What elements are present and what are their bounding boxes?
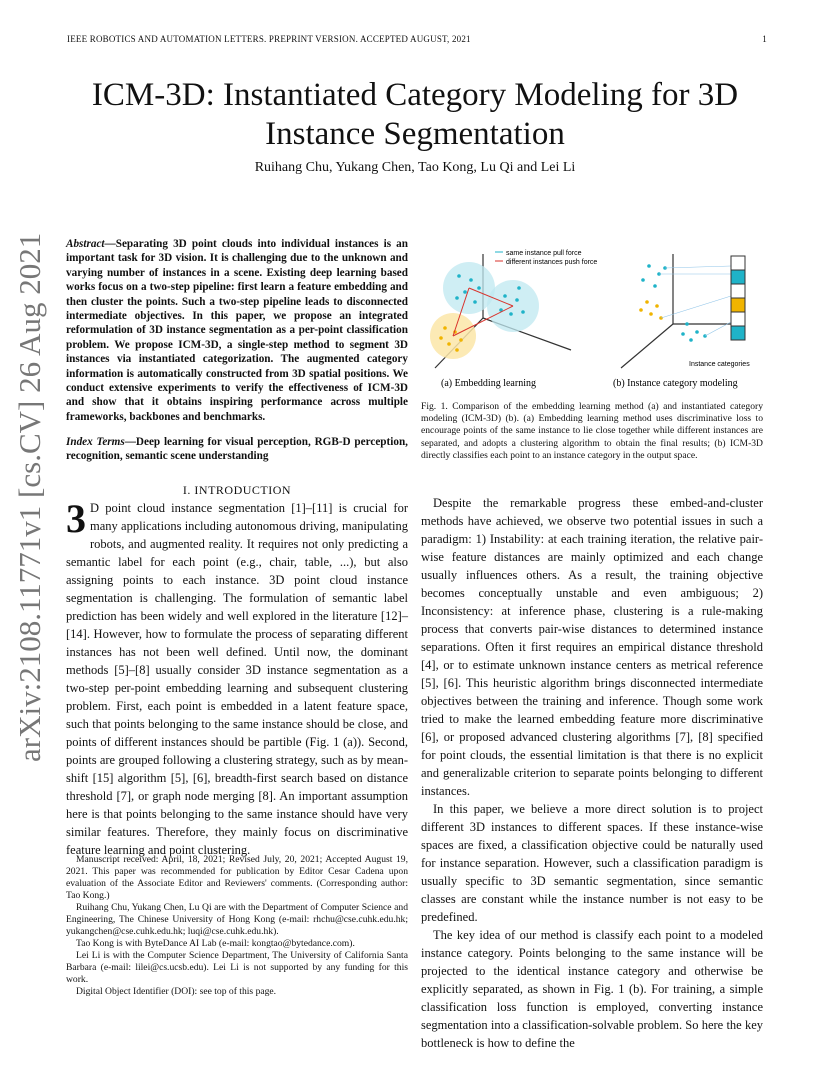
footnote: Digital Object Identifier (DOI): see top of this page.	[76, 986, 277, 997]
abstract-text: —Separating 3D point clouds into individual instances is an important task for 3D vision. It is challenging due to the unknown and varying number of instances in a scene. Existing deep learning based works focus on a two-step pipeline: first learn a feature embedding and then cluster the points. Such a two-step pipeline leads to disconnected intermediate objectives. In this paper, we propose an integrated reformulation of 3D instance segmentation as a per-point classification problem. We propose ICM-3D, a single-step method to segment 3D instances via instantiated categorization. The augmented category information is automatically constructed from 3D spatial positions. We conduct extensive experiments to verify the effectiveness of ICM-3D and show that it obtains inspiring performance across multiple frameworks, backbones and benchmarks.	[66, 238, 408, 423]
page-number: 1	[762, 34, 767, 44]
index-terms	[66, 435, 408, 464]
drop-cap: 3	[66, 496, 86, 541]
journal-name: IEEE ROBOTICS AND AUTOMATION LETTERS. PREPRINT VERSION. ACCEPTED AUGUST, 2021	[67, 34, 471, 44]
embedding-learning-diagram	[430, 250, 597, 368]
paragraph: In this paper, we believe a more direct solution is to project different 3D instances to different spaces. If these instance-wise spaces are fixed, a classification objective could be naturally used for instance separation. However, such a classification paradigm is usually specific to 3D semantic segmentation, since semantic classes are constant while the instance number is not easy to be predefined.	[421, 802, 763, 924]
legend-pull-label: same instance pull force	[506, 250, 582, 257]
paragraph: The key idea of our method is classify each point to a modeled instance category. Points belonging to the same instance will be projected to the identical instance category and otherwise be explicitly separated, as shown in Fig. 1 (b). For training, a simple classification loss function is employed, converting instance segmentation into a classification-solvable problem. So here the key bottleneck is how to define the	[421, 928, 763, 1050]
running-header	[67, 34, 767, 44]
intro-text: D point cloud instance segmentation [1]–[11] is crucial for many applications including autonomous driving, manipulating robots, and augmented reality. It requires not only predicting a semantic label for each point (e.g., chair, table, ...), but also assigning points to each instance. 3D point cloud instance segmentation is challenging. The formulation of semantic label prediction has been widely and well explored in the literature [12]–[14]. However, how to formulate the process of separating different instances has not been well defined. Until now, the dominant methods [5]–[8] usually consider 3D instance segmentation as a two-step per-point embedding learning and subsequent clustering problem. First, each point is embedded in a latent feature space, such that points belonging to the same instance should be close, and points of different instances should be partible (Fig. 1 (a)). Second, points are grouped following a clustering strategy, such as by mean-shift [15] algorithm [5], [6], breadth-first search based on distance threshold [7], or graph node merging [8]. An important assumption here is that points belonging to the same instance should have very similar features. Therefore, they mainly focus on discriminative feature learning and point clustering.	[66, 501, 408, 857]
index-terms-text: —Deep learning for visual perception, RGB-D perception, recognition, semantic scene understanding	[66, 436, 408, 463]
right-column-text	[421, 494, 763, 1052]
abstract	[66, 237, 408, 424]
footnote: Lei Li is with the Computer Science Department, The University of California Santa Barbara (e-mail: lilei@cs.ucsb.edu). Lei Li is not supported by any funding for this work.	[66, 950, 408, 985]
author-list: Ruihang Chu, Yukang Chen, Tao Kong, Lu Qi and Lei Li	[254, 160, 576, 175]
figure-caption: Fig. 1. Comparison of the embedding learning method (a) and instantiated category modeling (ICM-3D) (b). (a) Embedding learning method uses discriminative loss to encourage points of the same instance to lie close together while different instances are separated, and adopts a clustering algorithm to obtain the final results; (b) ICM-3D directly classifies each point to an instance category in the output space.	[421, 401, 763, 461]
paper-title: ICM-3D: Instantiated Category Modeling for 3D Instance Segmentation	[91, 77, 739, 152]
paragraph: Despite the remarkable progress these embed-and-cluster methods have achieved, we observe two potential issues in such a paradigm: 1) Instability: at each training iteration, the relative pair-wise feature distances are mainly optimized and each change usually influences others. As a result, the training objective becomes conceptually unstable and even ambiguous; 2) Inconsistency: at inference phase, clustering is a rule-making process that converts pair-wise distances to determined instance separations. Often it first requires an empirical distance threshold [4], or to estimate unknown instance centers as metrical reference [5], [6]. This heuristic algorithm brings disconnected intermediate objectives between the training and inference. Though some work tried to make the learned embedding feature more discriminative [6], or proposed advanced clustering algorithms [7], [8] specified for point clouds, the essential limitation is that there is no explicit and generalizable criterion to separate points belonging to different instances.	[421, 496, 763, 798]
figure-1	[421, 240, 763, 390]
arxiv-watermark: arXiv:2108.11771v1 [cs.CV] 26 Aug 2021	[12, 232, 47, 762]
footnote: Tao Kong is with ByteDance AI Lab (e-mail: kongtao@bytedance.com).	[76, 938, 355, 949]
figure-1-illustration	[421, 240, 763, 390]
section-heading: I. INTRODUCTION	[182, 483, 292, 497]
footnotes	[66, 854, 408, 998]
footnote: Ruihang Chu, Yukang Chen, Lu Qi are with the Department of Computer Science and Engineering, The Chinese University of Hong Kong (e-mail: rhchu@cse.cuhk.edu.hk; yukangchen@cse.cuhk.edu.hk; luqi@cse.cuhk.edu.hk).	[66, 902, 408, 937]
subfigure-b-label: (b) Instance category modeling	[613, 378, 738, 389]
footnote: Manuscript received: April, 18, 2021; Revised July, 20, 2021; Accepted August 19, 2021. This paper was recommended for publication by Editor Cesar Cadena upon evaluation of the Associate Editor and Reviewers' comments. (Corresponding author: Tao Kong.)	[66, 854, 408, 901]
intro-paragraph	[66, 496, 408, 859]
abstract-label: Abstract	[66, 238, 105, 250]
legend-push-label: different instances push force	[506, 259, 598, 266]
index-terms-label: Index Terms	[66, 436, 125, 448]
subfigure-a-label: (a) Embedding learning	[441, 378, 536, 389]
instance-category-diagram	[621, 254, 750, 368]
instance-categories-label: Instance categories	[689, 361, 750, 368]
